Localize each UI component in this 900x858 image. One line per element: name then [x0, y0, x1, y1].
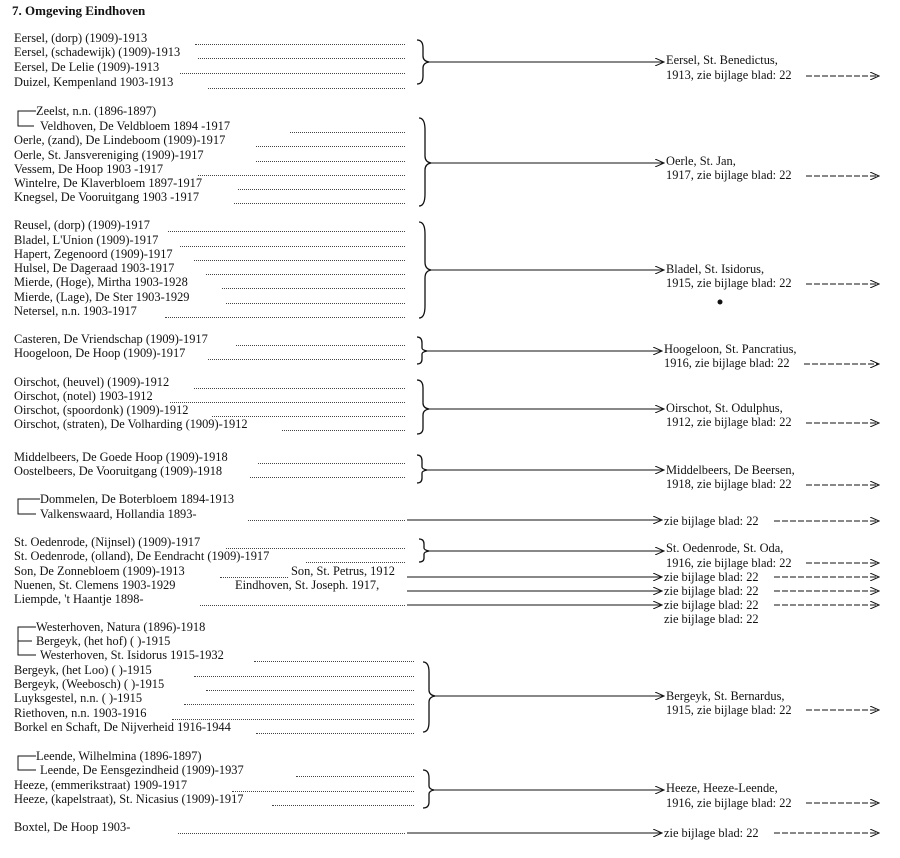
brace	[419, 118, 431, 206]
list-item: Knegsel, De Vooruitgang 1903 -1917	[14, 190, 200, 204]
target-parish: Bergeyk, St. Bernardus,	[666, 689, 785, 703]
list-item: Bladel, L'Union (1909)-1917	[14, 233, 159, 247]
list-item: Oirschot, (spoordonk) (1909)-1912	[14, 403, 189, 417]
target-parish: St. Oedenrode, St. Oda,	[666, 541, 784, 555]
target-ref: 1913, zie bijlage blad: 22	[666, 68, 792, 82]
list-item: Heeze, (kapelstraat), St. Nicasius (1909)-1917	[14, 792, 244, 806]
list-item: Veldhoven, De Veldbloem 1894 -1917	[40, 119, 231, 133]
list-item: Bergeyk, (het Loo) ( )-1915	[14, 663, 152, 677]
list-item: Leende, De Eensgezindheid (1909)-1937	[40, 763, 244, 777]
brace	[419, 222, 431, 318]
list-item: Oerle, (zand), De Lindeboom (1909)-1917	[14, 133, 226, 147]
list-item: Oerle, St. Jansvereniging (1909)-1917	[14, 148, 204, 162]
brace	[423, 770, 434, 808]
list-item: Oirschot, (heuvel) (1909)-1912	[14, 375, 170, 389]
target-ref: 1916, zie bijlage blad: 22	[666, 556, 792, 570]
target-ref: 1917, zie bijlage blad: 22	[666, 168, 792, 182]
tree-marker	[18, 499, 40, 514]
target-parish: Oerle, St. Jan,	[666, 154, 736, 168]
list-item: Westerhoven, Natura (1896)-1918	[36, 620, 206, 634]
target-parish: Hoogeloon, St. Pancratius,	[664, 342, 797, 356]
list-item: Hoogeloon, De Hoop (1909)-1917	[14, 346, 186, 360]
brace	[417, 40, 429, 84]
target-ref: 1916, zie bijlage blad: 22	[666, 796, 792, 810]
list-item: Hulsel, De Dageraad 1903-1917	[14, 261, 175, 275]
list-item: St. Oedenrode, (olland), De Eendracht (1909)-1917	[14, 549, 270, 563]
list-item: Heeze, (emmerikstraat) 1909-1917	[14, 778, 188, 792]
list-item: Westerhoven, St. Isidorus 1915-1932	[40, 648, 224, 662]
page-title: 7. Omgeving Eindhoven	[12, 3, 146, 18]
list-item: Luyksgestel, n.n. ( )-1915	[14, 691, 143, 705]
list-item: Borkel en Schaft, De Nijverheid 1916-1944	[14, 720, 231, 734]
list-item: Mierde, (Lage), De Ster 1903-1929	[14, 290, 190, 304]
target-parish: Middelbeers, De Beersen,	[666, 463, 795, 477]
target-parish: Eersel, St. Benedictus,	[666, 53, 778, 67]
tree-marker	[18, 627, 36, 655]
list-item: Valkenswaard, Hollandia 1893-	[40, 507, 197, 521]
ink-dot	[718, 300, 723, 305]
list-item: Vessem, De Hoop 1903 -1917	[14, 162, 164, 176]
target-parish: Bladel, St. Isidorus,	[666, 262, 765, 276]
list-item: Duizel, Kempenland 1903-1913	[14, 75, 174, 89]
list-item: Oirschot, (straten), De Volharding (1909)-1912	[14, 417, 248, 431]
list-item: Eersel, (schadewijk) (1909)-1913	[14, 45, 181, 59]
target-ref: zie bijlage blad: 22	[664, 584, 759, 598]
list-item: Leende, Wilhelmina (1896-1897)	[36, 749, 202, 763]
list-item: Mierde, (Hoge), Mirtha 1903-1928	[14, 275, 188, 289]
target-ref: 1912, zie bijlage blad: 22	[666, 415, 792, 429]
list-item: Wintelre, De Klaverbloem 1897-1917	[14, 176, 203, 190]
list-item: Son, De Zonnebloem (1909)-1913	[14, 564, 185, 578]
list-item: Oostelbeers, De Vooruitgang (1909)-1918	[14, 464, 223, 478]
list-item: Middelbeers, De Goede Hoop (1909)-1918	[14, 450, 228, 464]
target-ref: zie bijlage blad: 22	[664, 570, 759, 584]
list-item: Casteren, De Vriendschap (1909)-1917	[14, 332, 208, 346]
inline-parish: Son, St. Petrus, 1912	[291, 564, 395, 578]
list-item: Boxtel, De Hoop 1903-	[14, 820, 131, 834]
brace	[419, 539, 429, 562]
list-item: Nuenen, St. Clemens 1903-1929	[14, 578, 176, 592]
list-item: Netersel, n.n. 1903-1917	[14, 304, 137, 318]
target-ref: zie bijlage blad: 22	[664, 514, 759, 528]
brace	[417, 380, 429, 434]
brace	[423, 662, 435, 732]
list-item: Oirschot, (notel) 1903-1912	[14, 389, 153, 403]
list-item: Eersel, De Lelie (1909)-1913	[14, 60, 160, 74]
brace	[417, 455, 427, 483]
target-parish: Heeze, Heeze-Leende,	[666, 781, 778, 795]
target-ref: zie bijlage blad: 22	[664, 598, 759, 612]
inline-parish: Eindhoven, St. Joseph. 1917,	[235, 578, 380, 592]
target-ref: 1916, zie bijlage blad: 22	[664, 356, 790, 370]
list-item: Liempde, 't Haantje 1898-	[14, 592, 144, 606]
list-item: Reusel, (dorp) (1909)-1917	[14, 218, 150, 232]
tree-marker	[18, 111, 36, 126]
target-ref: zie bijlage blad: 22	[664, 826, 759, 840]
target-ref: 1915, zie bijlage blad: 22	[666, 703, 792, 717]
target-parish: Oirschot, St. Odulphus,	[666, 401, 783, 415]
list-item: Bergeyk, (Weebosch) ( )-1915	[14, 677, 165, 691]
list-item: Bergeyk, (het hof) ( )-1915	[36, 634, 171, 648]
list-item: Dommelen, De Boterbloem 1894-1913	[40, 492, 235, 506]
list-item: St. Oedenrode, (Nijnsel) (1909)-1917	[14, 535, 201, 549]
target-ref: 1915, zie bijlage blad: 22	[666, 276, 792, 290]
brace	[417, 337, 427, 364]
tree-marker	[18, 756, 36, 770]
list-item: Hapert, Zegenoord (1909)-1917	[14, 247, 173, 261]
target-ref: 1918, zie bijlage blad: 22	[666, 477, 792, 491]
list-item: Riethoven, n.n. 1903-1916	[14, 706, 147, 720]
list-item: Eersel, (dorp) (1909)-1913	[14, 31, 148, 45]
target-ref: zie bijlage blad: 22	[664, 612, 759, 626]
list-item: Zeelst, n.n. (1896-1897)	[36, 104, 157, 118]
